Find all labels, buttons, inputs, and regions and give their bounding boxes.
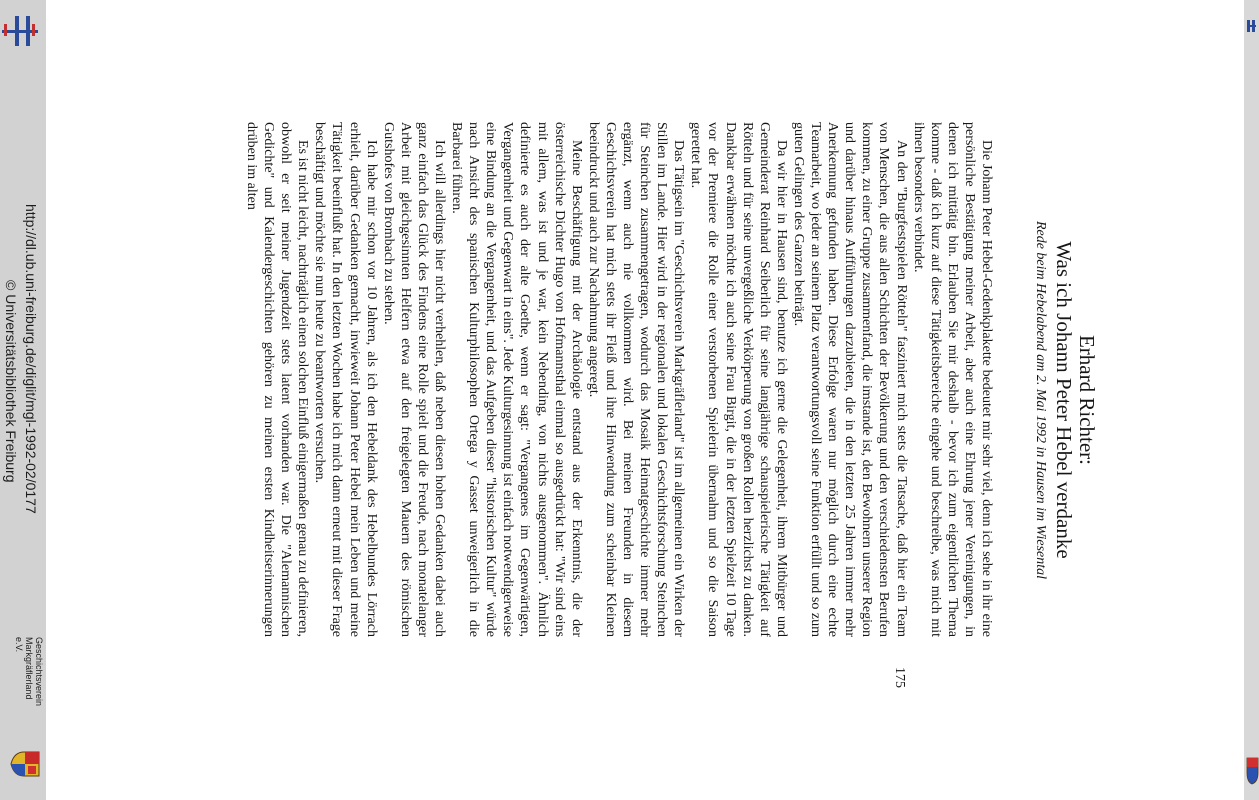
- page-number: 175: [892, 667, 907, 688]
- paragraph: Das Tätigsein im "Geschichtsverein Markgräflerland" ist im allgemeinen ein Wirken der Stillen im Lande. Hier wird in der regionalen und lokalen Geschichtsforschung Steinchen für Steinchen zusammengetragen, wodurch das Mosaik Heimatgeschichte immer mehr ergänzt, wenn auch nie vollkommen wird. Bei meinen Freunden in diesem Geschichtsverein hat mich stets ihr Fleiß und ihre Hinwendung zum scheinbar Kleinen beeindruckt und auch zur Nachahmung angeregt.: [585, 122, 687, 637]
- publisher-crest-icon-right: [1246, 757, 1259, 785]
- library-logo-icon-right: [1247, 18, 1256, 34]
- scanned-page: [54, 0, 1244, 800]
- publisher-label: Geschichtsverein Markgräflerland e.V.: [14, 637, 44, 707]
- body-text: [243, 122, 995, 637]
- viewer-url[interactable]: http://dl.ub.uni-freiburg.de/diglit/mgl-1992-02/0177: [23, 204, 39, 514]
- right-viewer-strip: [1244, 0, 1259, 800]
- paragraph: Meine Beschäftigung mit der Archäologie entstand aus der Erkenntnis, die der österreichische Dichter Hugo von Hofmannsthal einmal so ausgedrückt hat: "Wir sind eins mit allem, was ist und je war, kein Nebending, von nichts ausgenommen". Ähnlich definierte es auch der alte Goethe, wenn er sagt: "Vergangenes im Gegenwärtigen, Vergangenheit und Gegenwart in eins". Jede Kulturgesinnung ist einfach notwendigerweise eine Bindung an die Vergangenheit, und das Aufgeben dieser "historischen Kultur" würde nach Ansicht des spanischen Kulturphilosophen Ortega y Gasset unweigerlich in die Barbarei führen.: [449, 122, 584, 637]
- paragraph: Ich will allerdings hier nicht verhehlen, daß neben diesen hohen Gedanken dabei auch ganz einfach das Glück des Findens eine Rolle spielt und die Freude, nach monatelanger Arbeit mit gleichgesinnten Helfern etwa auf den freigelegten Mauern des römischen Gutshofes von Brombach zu stehen.: [380, 122, 447, 637]
- paragraph: An den "Burgfestspielen Rötteln" fasziniert mich stets die Tatsache, daß hier ein Team von Menschen, die aus allen Schichten der Bevölkerung und den verschiedensten Berufen kommen, zu einer Gruppe zusammenfand, die imstande ist, den Bewohnern unserer Region und darüber hinaus Aufführungen darzubieten, die in den letzten 25 Jahren immer mehr Anerkennung gefunden haben. Diese Erfolge waren nur möglich durch eine echte Teamarbeit, wo jeder an seinem Platz verantwortungsvoll seine Funktion erfüllt und so zum guten Gelingen des Ganzen beiträgt.: [790, 122, 909, 637]
- viewer-copyright: © Universitätsbibliothek Freiburg: [3, 280, 19, 483]
- page-title: Was ich Johann Peter Hebel verdanke: [1052, 241, 1076, 559]
- publisher-crest-icon: [10, 751, 40, 777]
- paragraph: Es ist nicht leicht, nachträglich einen solchen Einfluß einigermaßen genau zu definieren, obwohl er seit meiner Jugendzeit stets latent vorhanden war. Die "Alemannischen Gedichte" und Kalendergeschichten gehören zu meinen ersten Kindheitserinnerungen drüben im alten: [243, 122, 311, 637]
- page-subtitle: Rede beim Hebelabend am 2. Mai 1992 in Hausen im Wiesental: [1033, 220, 1048, 580]
- paragraph: Ich habe mir schon vor 10 Jahren, als ich den Hebeldank des Hebelbundes Lörrach erhielt, darüber Gedanken gemacht, inwieweit Johann Peter Hebel mein Leben und meine Tätigkeit beeinflußt hat. In den letzten Wochen habe ich mich dann erneut mit dieser Frage beschäftigt und möchte sie nun heute zu beantworten versuchen.: [312, 122, 379, 637]
- viewer-stamp: [0, 0, 46, 800]
- paragraph: Da wir hier in Hausen sind, benutze ich gerne die Gelegenheit, ihrem Mitbürger und Gemeinderat Reinhard Seiberlich für seine langjährige schauspielerische Tätigkeit auf Rötteln und für seine unvergeßliche Verkörperung von großen Rollen herzlichst zu danken. Dankbar erwähnen möchte ich auch seine Frau Birgit, die in der letzten Spielzeit 10 Tage vor der Premiere die Rolle einer verstorbenen Spielerin übernahm und so die Saison gerettet hat.: [688, 122, 789, 637]
- paragraph: Die Johann Peter Hebel-Gedenkplakette bedeutet mir sehr viel, denn ich sehe in ihr eine persönliche Bestätigung meiner Arbeit, aber auch eine Ehrung jener Vereinigungen, in denen ich mittätig bin. Erlauben Sie mir deshalb - bevor ich zum eigentlichen Thema komme - daß ich kurz auf diese Tätigkeitsbereiche eingehe und beschreibe, was mich mit ihnen besonders verbindet.: [910, 122, 994, 637]
- page-author: Erhard Richter:: [1075, 334, 1099, 466]
